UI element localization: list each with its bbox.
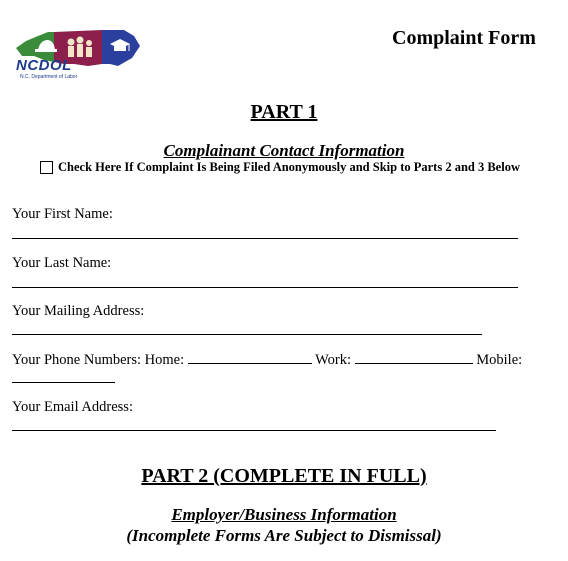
mailing-address-field[interactable] bbox=[12, 334, 482, 335]
phone-mobile-label: Mobile: bbox=[476, 352, 523, 368]
employer-business-heading: Employer/Business Information bbox=[171, 505, 397, 524]
part1-heading: PART 1 bbox=[250, 101, 318, 123]
anonymous-checkbox-label: Check Here If Complaint Is Being Filed Anonymously and Skip to Parts 2 and 3 Below bbox=[58, 160, 520, 174]
phone-home-label: Your Phone Numbers: Home: bbox=[12, 352, 185, 368]
last-name-label: Your Last Name: bbox=[12, 255, 112, 271]
first-name-field[interactable] bbox=[12, 238, 518, 239]
first-name-label: Your First Name: bbox=[12, 206, 113, 222]
email-field[interactable] bbox=[12, 430, 496, 431]
part2-heading: PART 2 (COMPLETE IN FULL) bbox=[141, 465, 427, 487]
logo-subtext: N.C. Department of Labor bbox=[20, 74, 78, 80]
anonymous-checkbox-row bbox=[40, 160, 520, 175]
phone-home-field[interactable] bbox=[188, 351, 312, 364]
incomplete-forms-note: (Incomplete Forms Are Subject to Dismissal) bbox=[126, 526, 442, 545]
last-name-field[interactable] bbox=[12, 287, 518, 288]
form-title: Complaint Form bbox=[392, 27, 536, 49]
ncdol-logo bbox=[14, 24, 144, 82]
logo-text: NCDOL bbox=[16, 57, 72, 74]
mailing-address-label: Your Mailing Address: bbox=[12, 303, 145, 319]
phone-work-label: Work: bbox=[315, 352, 352, 368]
complainant-contact-heading: Complainant Contact Information bbox=[163, 141, 405, 160]
phone-numbers-row bbox=[12, 351, 522, 369]
phone-work-field[interactable] bbox=[355, 351, 473, 364]
phone-mobile-field[interactable] bbox=[12, 382, 115, 383]
email-label: Your Email Address: bbox=[12, 399, 133, 415]
anonymous-checkbox[interactable] bbox=[40, 161, 53, 174]
